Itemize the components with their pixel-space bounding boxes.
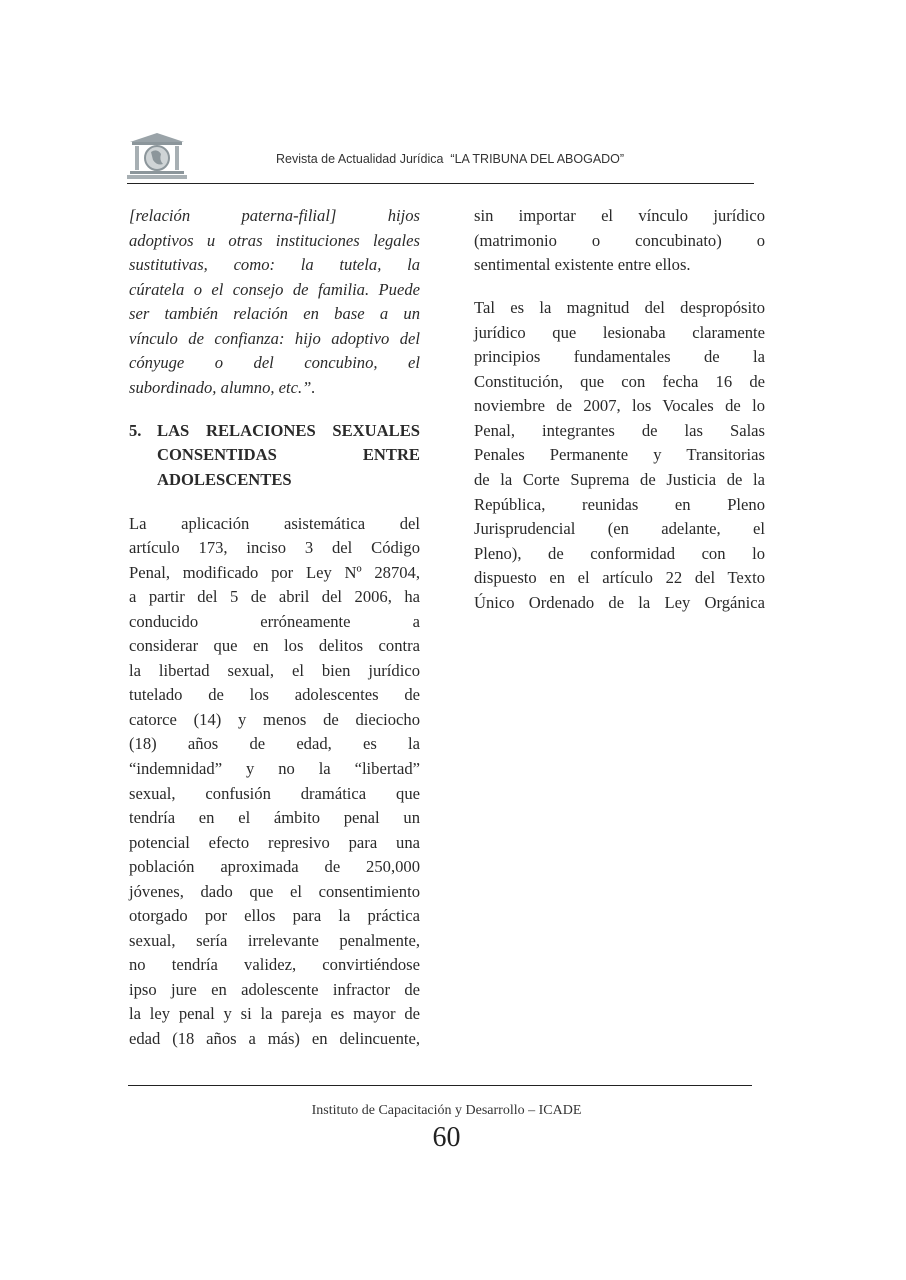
text-line: considerar que en los delitos contra	[129, 636, 420, 656]
text-line: jurídico que lesionaba claramente	[474, 322, 765, 342]
text-line: de la Corte Suprema de Justicia de la	[474, 469, 765, 489]
heading-text	[129, 419, 420, 493]
text-line: sentimental existente entre ellos.	[474, 255, 691, 275]
text-line: Único Ordenado de la Ley Orgánica	[474, 592, 765, 612]
text-line: sustitutivas, como: la tutela, la	[129, 255, 420, 275]
icade-logo	[126, 130, 188, 180]
text-line: Jurisprudencial (en adelante, el	[474, 519, 765, 539]
text-line: subordinado, alumno, etc.”.	[129, 377, 316, 397]
quote-paragraph	[129, 204, 420, 400]
text-line: conducido erróneamente a	[129, 611, 420, 631]
text-line: sexual, confusión dramática que	[129, 783, 420, 803]
text-line: [relación paterna-filial] hijos	[129, 206, 420, 225]
text-line: Tal es la magnitud del despropósito	[474, 298, 765, 318]
body-paragraph	[474, 204, 765, 278]
text-line: adoptivos u otras instituciones legales	[129, 230, 420, 250]
page-number: 60	[432, 1122, 461, 1153]
text-line: jóvenes, dado que el consentimiento	[129, 881, 420, 901]
text-line: potencial efecto represivo para una	[129, 832, 420, 852]
text-line: ipso jure en adolescente infractor de	[129, 979, 420, 999]
body-paragraph	[474, 296, 765, 615]
journal-title: Revista de Actualidad Jurídica “LA TRIBUNA DEL ABOGADO”	[276, 152, 625, 166]
text-line: sin importar el vínculo jurídico	[474, 206, 765, 225]
text-line: ADOLESCENTES	[157, 469, 292, 489]
header-divider	[127, 183, 754, 184]
text-line: República, reunidas en Pleno	[474, 494, 765, 514]
right-column	[474, 204, 765, 634]
footer-institution: Instituto de Capacitación y Desarrollo – ICADE	[311, 1103, 582, 1118]
text-line: Pleno), de conformidad con lo	[474, 543, 765, 563]
text-line: a partir del 5 de abril del 2006, ha	[129, 587, 420, 607]
text-line: “indemnidad” y no la “libertad”	[129, 758, 420, 778]
text-line: dispuesto en el artículo 22 del Texto	[474, 568, 765, 588]
text-line: población aproximada de 250,000	[129, 857, 420, 877]
text-line: Penal, integrantes de las Salas	[474, 420, 765, 440]
text-line: edad (18 años a más) en delincuente,	[129, 1029, 420, 1048]
text-line: cúratela o el consejo de familia. Puede	[129, 279, 420, 299]
text-line: no tendría validez, convirtiéndose	[129, 955, 420, 975]
text-line: catorce (14) y menos de dieciocho	[129, 709, 420, 729]
text-line: artículo 173, inciso 3 del Código	[129, 538, 420, 558]
section-heading	[129, 419, 420, 493]
body-paragraph	[129, 512, 420, 1052]
text-line: tutelado de los adolescentes de	[129, 685, 420, 705]
heading-number: 5.	[129, 420, 142, 440]
text-line: (18) años de edad, es la	[129, 734, 420, 754]
text-line: sexual, sería irrelevante penalmente,	[129, 930, 420, 950]
text-line: cónyuge o del concubino, el	[129, 353, 420, 373]
text-line: principios fundamentales de la	[474, 347, 765, 367]
text-line: la ley penal y si la pareja es mayor de	[129, 1004, 420, 1024]
text-line: Penales Permanente y Transitorias	[474, 445, 765, 465]
text-line: Constitución, que con fecha 16 de	[474, 371, 765, 391]
text-line: vínculo de confianza: hijo adoptivo del	[129, 328, 420, 348]
text-line: Penal, modificado por Ley Nº 28704,	[129, 562, 420, 582]
text-line: tendría en el ámbito penal un	[129, 808, 420, 828]
text-line: (matrimonio o concubinato) o	[474, 230, 765, 250]
left-column	[129, 204, 420, 1070]
text-line: La aplicación asistemática del	[129, 513, 420, 533]
text-line: la libertad sexual, el bien jurídico	[129, 660, 420, 680]
footer-divider	[128, 1085, 752, 1086]
text-line: CONSENTIDAS ENTRE	[157, 445, 420, 465]
text-line: noviembre de 2007, los Vocales de lo	[474, 396, 765, 416]
text-line: otorgado por ellos para la práctica	[129, 906, 420, 926]
text-line: LAS RELACIONES SEXUALES	[157, 420, 420, 440]
text-line: ser también relación en base a un	[129, 304, 420, 324]
